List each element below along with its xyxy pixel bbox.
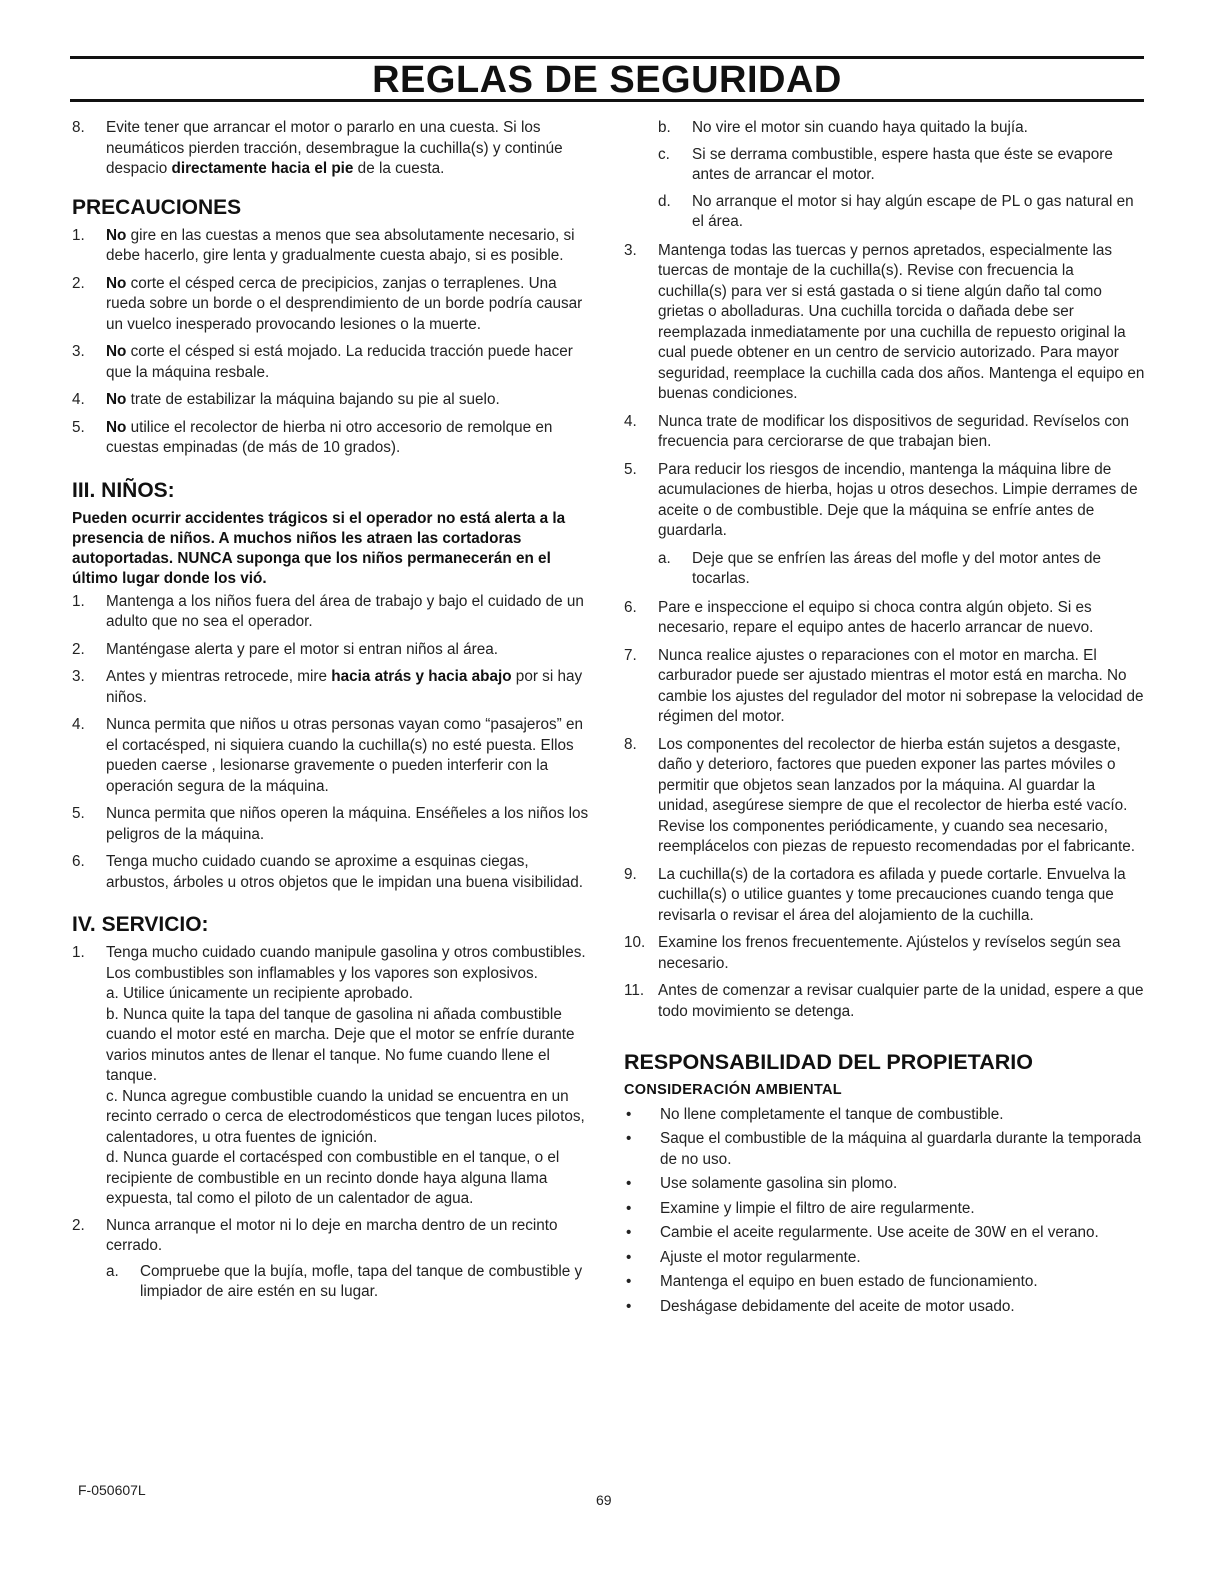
list-item: 5. Para reducir los riesgos de incendio, mantenga la máquina libre de acumulaciones de hierba, hojas u otros desechos. Limpie derrames de aceite o de combustible. Deje que la máquina se enfríe antes de guardarla. [624, 460, 1138, 539]
item-text: Evite tener que arrancar el motor o pararlo en una cuesta. Si los neumáticos pierden tracción, desembrague la cuchilla(s) y continúe despacio directamente hacia el pie de la cuesta. [106, 119, 563, 177]
list-item: 3. Mantenga todas las tuercas y pernos apretados, especialmente las tuercas de montaje de la cuchilla(s). Revise con frecuencia la cuchilla(s) para ver si está gastada o si tiene algún daño tal como grietas o abolladuras. Una cuchilla torcida o dañada debe ser reemplazada inmediatamente por una cuchilla de repuesto original la cual puede obtener en un centro de servicio autorizado. Para mayor seguridad, reemplace la cuchilla cada dos años. Mantenga el equipo en buenas condiciones. [624, 241, 1145, 402]
bullet-icon: • [626, 1273, 632, 1290]
list-item: 5. No utilice el recolector de hierba ni otro accesorio de remolque en cuestas empinadas (de más de 10 grados). [72, 418, 553, 456]
owner-heading: RESPONSABILIDAD DEL PROPIETARIO [624, 1050, 1033, 1074]
sub-item: a. Utilice únicamente un recipiente aprobado. [106, 985, 413, 1002]
list-item: 3. No corte el césped si está mojado. La reducida tracción puede hacer que la máquina resbale. [72, 343, 573, 381]
list-item: 4. No trate de estabilizar la máquina bajando su pie al suelo. [72, 391, 500, 408]
bullet-icon: • [626, 1224, 632, 1241]
list-item: 1. Mantenga a los niños fuera del área de trabajo y bajo el cuidado de un adulto que no sea el operador. [72, 592, 584, 630]
environment-bullets [624, 1105, 1146, 1318]
list-item: 1. No gire en las cuestas a menos que sea absolutamente necesario, si debe hacerlo, gire lenta y gradualmente cuesta abajo, si es posible. [72, 226, 575, 264]
list-item: • Examine y limpie el filtro de aire regularmente. [624, 1199, 1146, 1220]
list-item: 10. Examine los frenos frecuentemente. Ajústelos y revíselos según sea necesario. [624, 934, 1121, 972]
list-item: • Cambie el aceite regularmente. Use aceite de 30W en el verano. [624, 1223, 1146, 1244]
list-item: 6. Tenga mucho cuidado cuando se aproxime a esquinas ciegas, arbustos, árboles u otros objetos que le impidan una buena visibilidad. [72, 853, 584, 891]
list-item: 5. Nunca permita que niños operen la máquina. Enséñeles a los niños los peligros de la máquina. [72, 805, 589, 843]
servicio-heading: IV. SERVICIO: [72, 913, 209, 936]
list-item: 8. Los componentes del recolector de hierba están sujetos a desgaste, daño y deterioro, factores que pueden exponer las partes móviles o permitir que objetos sean lanzados por la máquina. Al guardar la unidad, asegúrese siempre de que el recolector de hierba esté vacío. Revise los componentes periódicamente, y cuando sea necesario, reemplácelos con piezas de repuesto recomendadas por el fabricante. [624, 735, 1136, 855]
list-item: 6. Pare e inspeccione el equipo si choca contra algún objeto. Si es necesario, repare el equipo antes de hacerlo arrancar de nuevo. [624, 598, 1094, 636]
page-number: 69 [596, 1492, 612, 1508]
list-item: 3. Antes y mientras retrocede, mire hacia atrás y hacia abajo por si hay niños. [72, 668, 583, 706]
list-item: • Saque el combustible de la máquina al guardarla durante la temporada de no uso. [624, 1129, 1146, 1170]
list-item: • Use solamente gasolina sin plomo. [624, 1174, 1146, 1195]
list-item: 7. Nunca realice ajustes o reparaciones con el motor en marcha. El carburador puede ser ajustado mientras el motor está en marcha. No cambie los ajustes del regulador del motor ni sobrepase la velocidad de régimen del motor. [624, 646, 1144, 725]
list-item: 1. Tenga mucho cuidado cuando manipule gasolina y otros combustibles. Los combustibles son inflamables y los vapores son explosivos. a. Utilice únicamente un recipiente aprobado. b. Nunca quite la tapa del tanque de gasolina ni añada combustible cuando el motor esté en marcha. Deje que el motor se enfríe durante varios minutos antes de llenar el tanque. No fume cuando llene el tanque. c. Nunca agregue combustible cuando la unidad se encuentra en un recinto cerrado o cerca de electrodomésticos que tengan luces pilotos, calentadores, u otra fuentes de ignición. d. Nunca guarde el cortacésped con combustible en el tanque, o el recipiente de combustible en un recinto donde haya alguna llama expuesta, tal como el piloto de un calentador de agua. [72, 943, 590, 1210]
list-item: 9. La cuchilla(s) de la cortadora es afilada y puede cortarle. Envuelva la cuchilla(s) o utilice guantes y tome precauciones cuando tenga que revisarla o revisar el área del alojamiento de la cuchilla. [624, 865, 1126, 924]
list-item [72, 118, 590, 180]
ninos-heading: III. NIÑOS: [72, 478, 175, 502]
ninos-intro: Pueden ocurrir accidentes trágicos si el operador no está alerta a la presencia de niños. A muchos niños les atraen las cortadoras autoportadas. NUNCA suponga que los niños permanecerán en el último lugar donde los vió. [72, 509, 566, 587]
page-title: REGLAS DE SEGURIDAD [70, 56, 1144, 102]
bullet-icon: • [626, 1175, 632, 1192]
list-item: 2. Manténgase alerta y pare el motor si entran niños al área. [72, 640, 498, 658]
item-number: 8. [72, 119, 85, 136]
sub-item: a. Deje que se enfríen las áreas del mofle y del motor antes de tocarlas. [658, 549, 1101, 587]
sub-item: b. No vire el motor sin cuando haya quitado la bujía. [658, 119, 1028, 136]
list-item: • Ajuste el motor regularmente. [624, 1248, 1146, 1269]
item-text: Tenga mucho cuidado cuando manipule gasolina y otros combustibles. Los combustibles son inflamables y los vapores son explosivos. [106, 944, 586, 982]
list-item: • Mantenga el equipo en buen estado de funcionamiento. [624, 1272, 1146, 1293]
list-item: 2. Nunca arranque el motor ni lo deje en marcha dentro de un recinto cerrado. [72, 1216, 558, 1254]
list-item: • Deshágase debidamente del aceite de motor usado. [624, 1297, 1146, 1318]
bullet-icon: • [626, 1199, 632, 1217]
bullet-icon: • [626, 1105, 632, 1123]
sub-item: c. Nunca agregue combustible cuando la unidad se encuentra en un recinto cerrado o cerca de electrodomésticos que tengan luces pilotos, calentadores, u otra fuentes de ignición. [106, 1087, 585, 1146]
list-item: 4. Nunca permita que niños u otras personas vayan como “pasajeros” en el cortacésped, ni siquiera cuando la cuchilla(s) no esté puesta. Ellos pueden caerse , lesionarse gravemente o pueden interferir con la operación segura de la máquina. [72, 716, 584, 795]
precauciones-heading: PRECAUCIONES [72, 195, 242, 219]
bullet-icon: • [626, 1248, 632, 1266]
precauciones-list [72, 226, 590, 459]
sub-item: d. No arranque el motor si hay algún escape de PL o gas natural en el área. [658, 192, 1134, 230]
bullet-icon: • [626, 1130, 632, 1147]
bullet-icon: • [626, 1297, 632, 1315]
environment-subheading: CONSIDERACIÓN AMBIENTAL [624, 1082, 842, 1098]
sub-item: c. Si se derrama combustible, espere hasta que éste se evapore antes de arrancar el motor. [658, 145, 1113, 183]
list-item: 2. No corte el césped cerca de precipicios, zanjas o terraplenes. Una rueda sobre un borde o el desprendimiento de un borde podría causar un vuelco inesperado provocando lesiones o la muerte. [72, 274, 583, 333]
document-code: F-050607L [78, 1482, 146, 1498]
sub-item: a. Compruebe que la bujía, mofle, tapa del tanque de combustible y limpiador de aire estén en su lugar. [106, 1262, 583, 1300]
sub-item: d. Nunca guarde el cortacésped con combustible en el tanque, o el recipiente de combustible en un recinto donde haya alguna llama expuesta, tal como el piloto de un calentador de agua. [106, 1149, 560, 1207]
ninos-list [72, 592, 590, 894]
list-item: 11. Antes de comenzar a revisar cualquier parte de la unidad, espere a que todo movimiento se detenga. [624, 982, 1144, 1020]
sub-item: b. Nunca quite la tapa del tanque de gasolina ni añada combustible cuando el motor esté en marcha. Deje que el motor se enfríe durante varios minutos antes de llenar el tanque. No fume cuando llene el tanque. [106, 1005, 575, 1084]
list-item: 4. Nunca trate de modificar los dispositivos de seguridad. Revíselos con frecuencia para cerciorarse de que trabajan bien. [624, 412, 1130, 450]
left-column [72, 118, 590, 1309]
list-item: • No llene completamente el tanque de combustible. [624, 1105, 1146, 1126]
right-column [624, 118, 1146, 1321]
